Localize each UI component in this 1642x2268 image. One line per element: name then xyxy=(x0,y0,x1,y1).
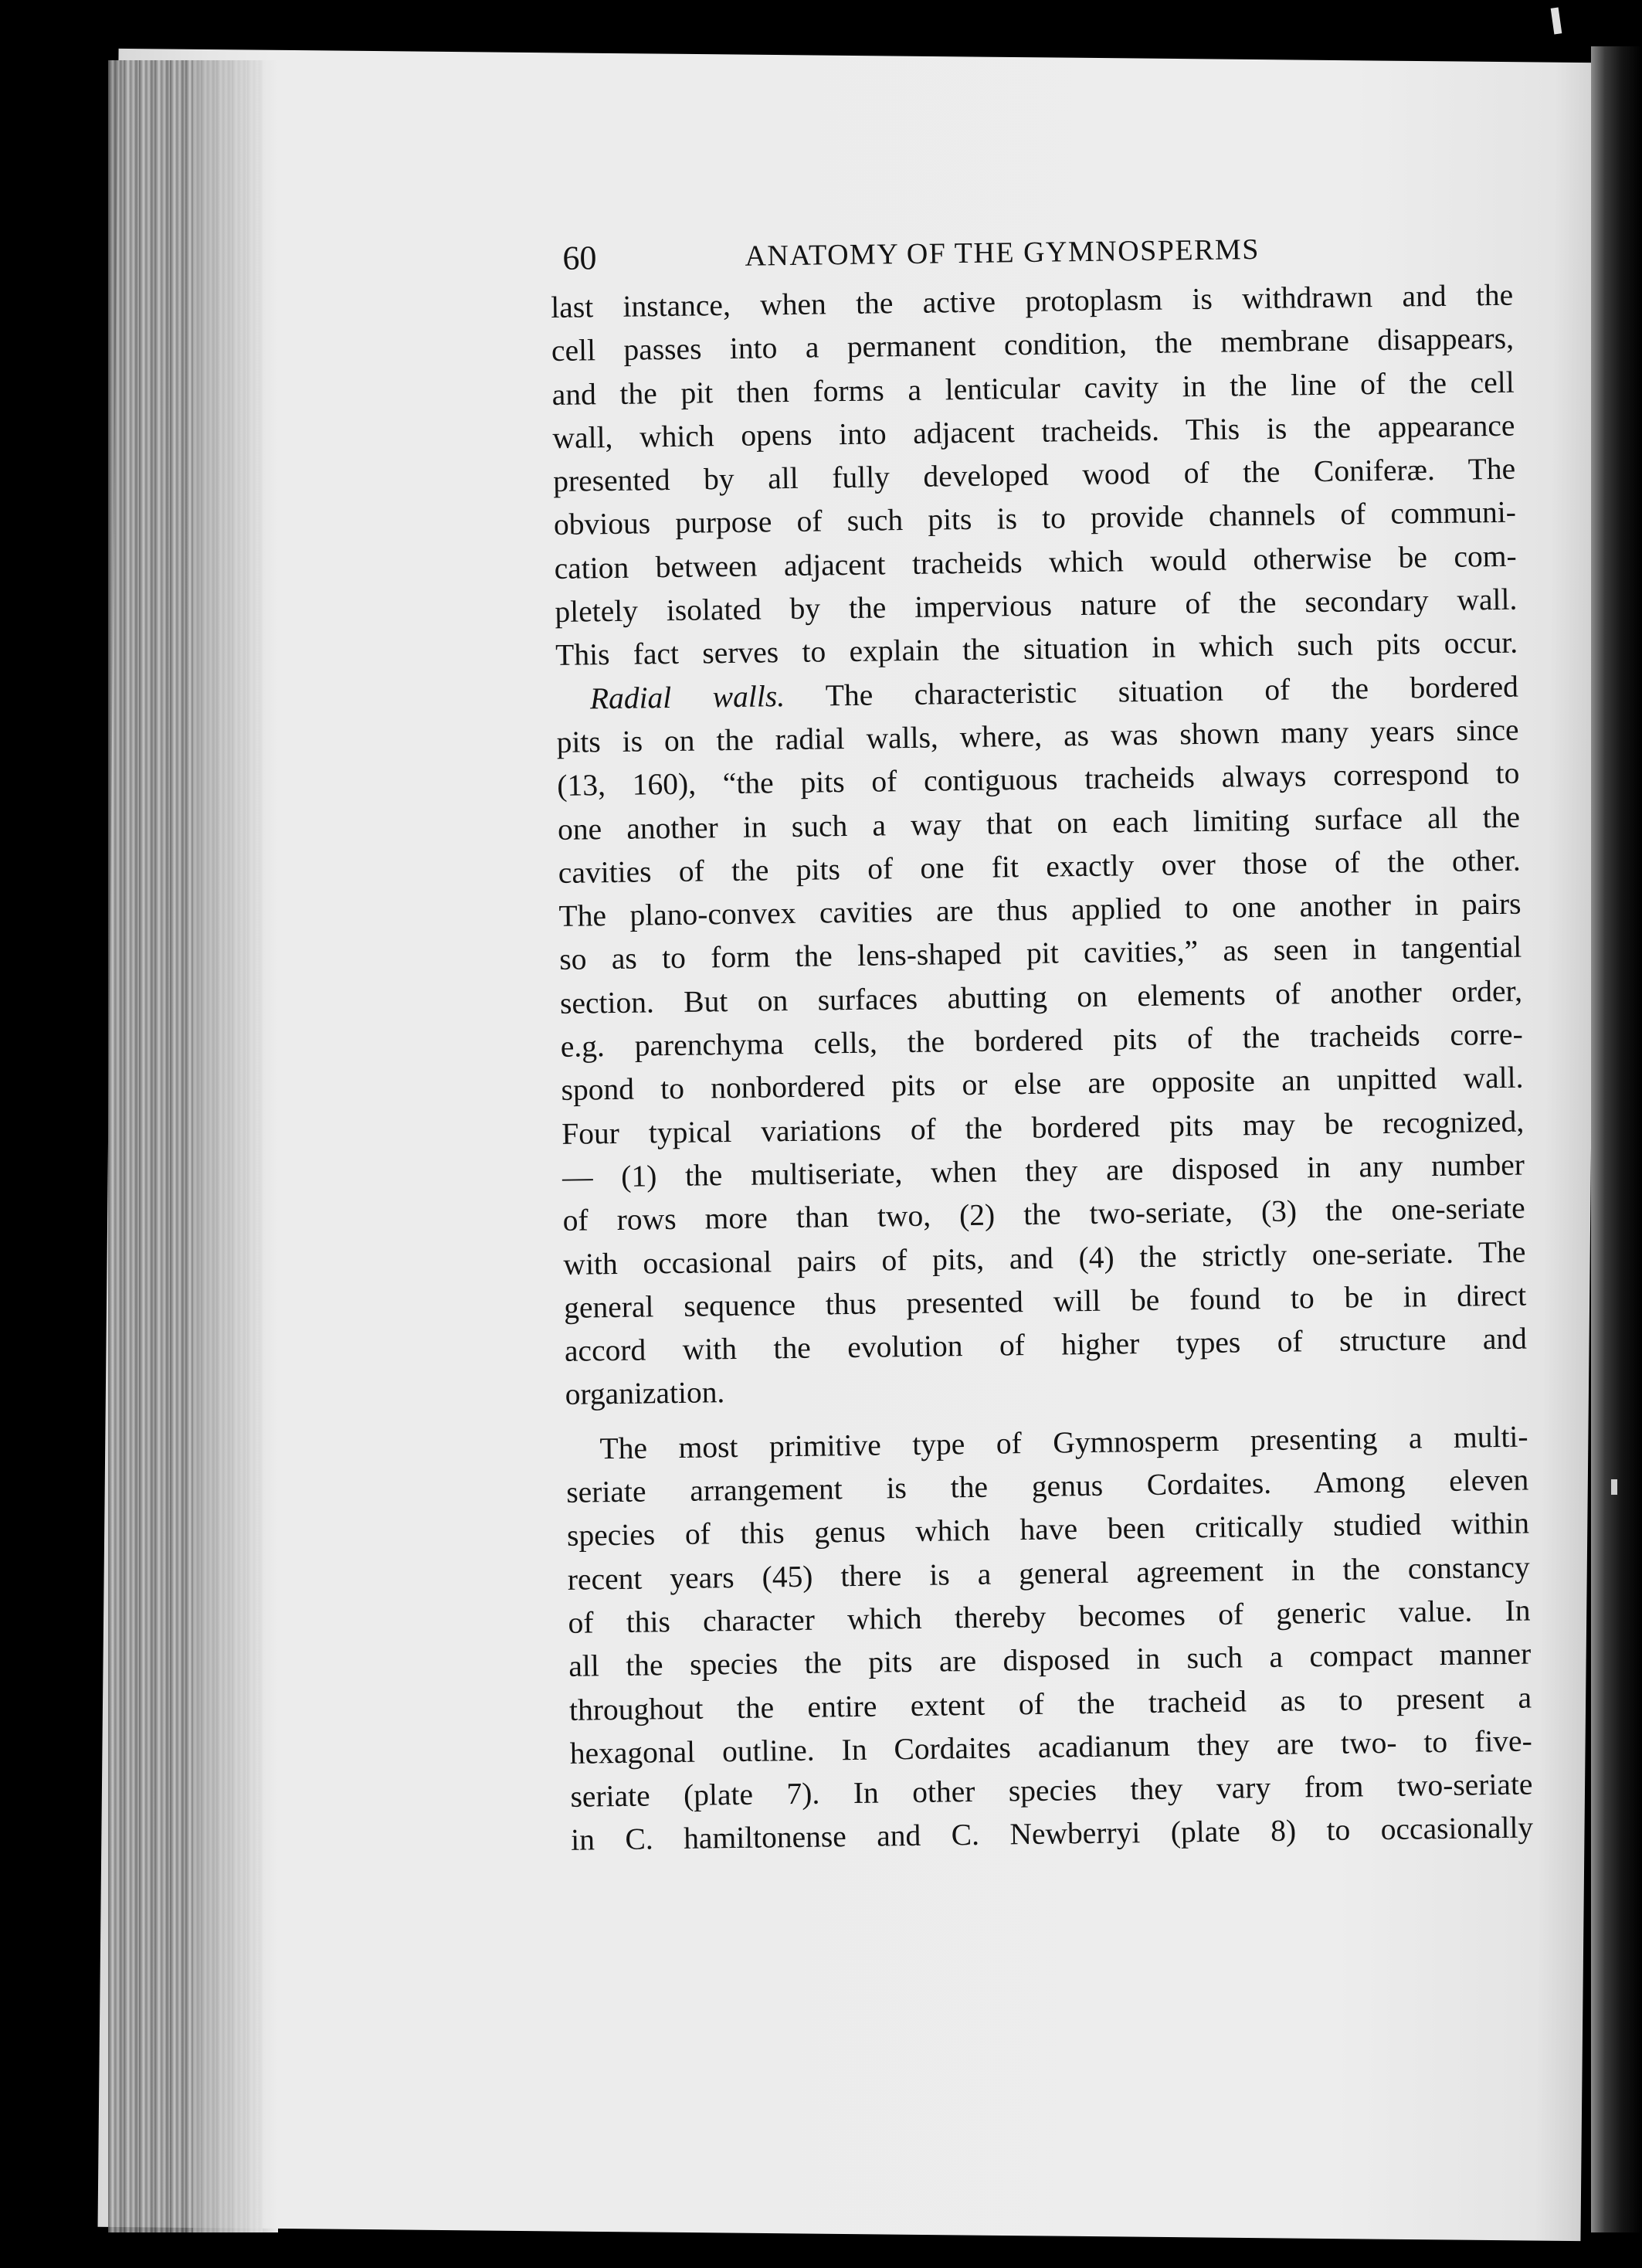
text-line: spond to nonbordered pits or else are opposite an unpitted wall. xyxy=(561,1060,1524,1108)
text-line: cell passes into a permanent condition, the membrane disappears, xyxy=(551,321,1515,368)
scan-speck xyxy=(1611,1479,1617,1495)
text-line: seriate arrangement is the genus Cordaites. Among eleven xyxy=(566,1462,1529,1509)
text-line: seriate (plate 7). In other species they vary from two-seriate xyxy=(570,1767,1533,1814)
text-line: This fact serves to explain the situation in which such pits occur. xyxy=(555,626,1518,673)
text-line: section. But on surfaces abutting on elements of another order, xyxy=(559,973,1523,1020)
text-fragment: The characteristic situation of the bordered xyxy=(784,669,1519,713)
text-line: accord with the evolution of higher types of structure and xyxy=(564,1321,1528,1368)
binding-gutter xyxy=(1591,46,1642,2232)
text-line: and the pit then forms a lenticular cavity in the line of the cell xyxy=(551,365,1515,412)
text-line: obvious purpose of such pits is to provide channels of communi- xyxy=(553,495,1517,542)
page-edges-shadow xyxy=(193,60,278,2232)
text-line: recent years (45) there is a general agreement in the constancy xyxy=(567,1550,1531,1597)
text-line: e.g. parenchyma cells, the bordered pits of the tracheids corre- xyxy=(560,1017,1523,1064)
text-line: wall, which opens into adjacent tracheids. This is the appearance xyxy=(552,408,1515,455)
text-line: hexagonal outline. In Cordaites acadianum they are two- to five- xyxy=(569,1723,1532,1771)
text-line: so as to form the lens-shaped pit cavities,” as seen in tangential xyxy=(559,930,1522,977)
text-line: — (1) the multiseriate, when they are disposed in any number xyxy=(561,1147,1525,1194)
running-title: ANATOMY OF THE GYMNOSPERMS xyxy=(745,233,1260,273)
paragraph-1 xyxy=(551,273,1518,677)
text-line: throughout the entire extent of the tracheid as to present a xyxy=(568,1680,1532,1727)
text-line: species of this genus which have been critically studied within xyxy=(566,1506,1530,1553)
paragraph-3 xyxy=(565,1414,1533,1862)
text-block xyxy=(550,219,1534,1862)
text-line: last instance, when the active protoplasm is withdrawn and the xyxy=(550,277,1514,324)
text-line: The most primitive type of Gymnosperm presenting a multi- xyxy=(599,1419,1528,1466)
text-line: organization. xyxy=(565,1375,725,1412)
text-line: in C. hamiltonense and C. Newberryi (plate 8) to occasionally xyxy=(570,1810,1534,1858)
text-line: pits is on the radial walls, where, as was shown many years since xyxy=(556,712,1519,759)
text-line: general sequence thus presented will be found to be in direct xyxy=(563,1278,1527,1325)
text-line: one another in such a way that on each limiting surface all the xyxy=(557,800,1521,847)
scan-speck xyxy=(1551,7,1562,34)
text-line: Four typical variations of the bordered pits may be recognized, xyxy=(561,1104,1525,1151)
text-line: cavities of the pits of one fit exactly over those of the other. xyxy=(558,843,1522,890)
text-line: pletely isolated by the impervious nature of the secondary wall. xyxy=(555,582,1518,630)
text-line: with occasional pairs of pits, and (4) the strictly one-seriate. The xyxy=(563,1234,1526,1282)
section-heading-italic: Radial walls. xyxy=(589,678,785,716)
text-line: all the species the pits are disposed in such a compact manner xyxy=(568,1636,1532,1684)
page-number: 60 xyxy=(562,239,597,277)
text-line: of rows more than two, (2) the two-seriate, (3) the one-seriate xyxy=(562,1190,1525,1238)
text-line: The plano-convex cavities are thus applied to one another in pairs xyxy=(558,886,1522,934)
text-line: cation between adjacent tracheids which would otherwise be com- xyxy=(554,538,1517,586)
text-line: presented by all fully developed wood of the Coniferæ. The xyxy=(552,451,1516,499)
text-line: of this character which thereby becomes of generic value. In xyxy=(568,1593,1531,1640)
paragraph-2 xyxy=(556,664,1528,1416)
text-line: (13, 160), “the pits of contiguous tracheids always correspond to xyxy=(557,755,1520,803)
